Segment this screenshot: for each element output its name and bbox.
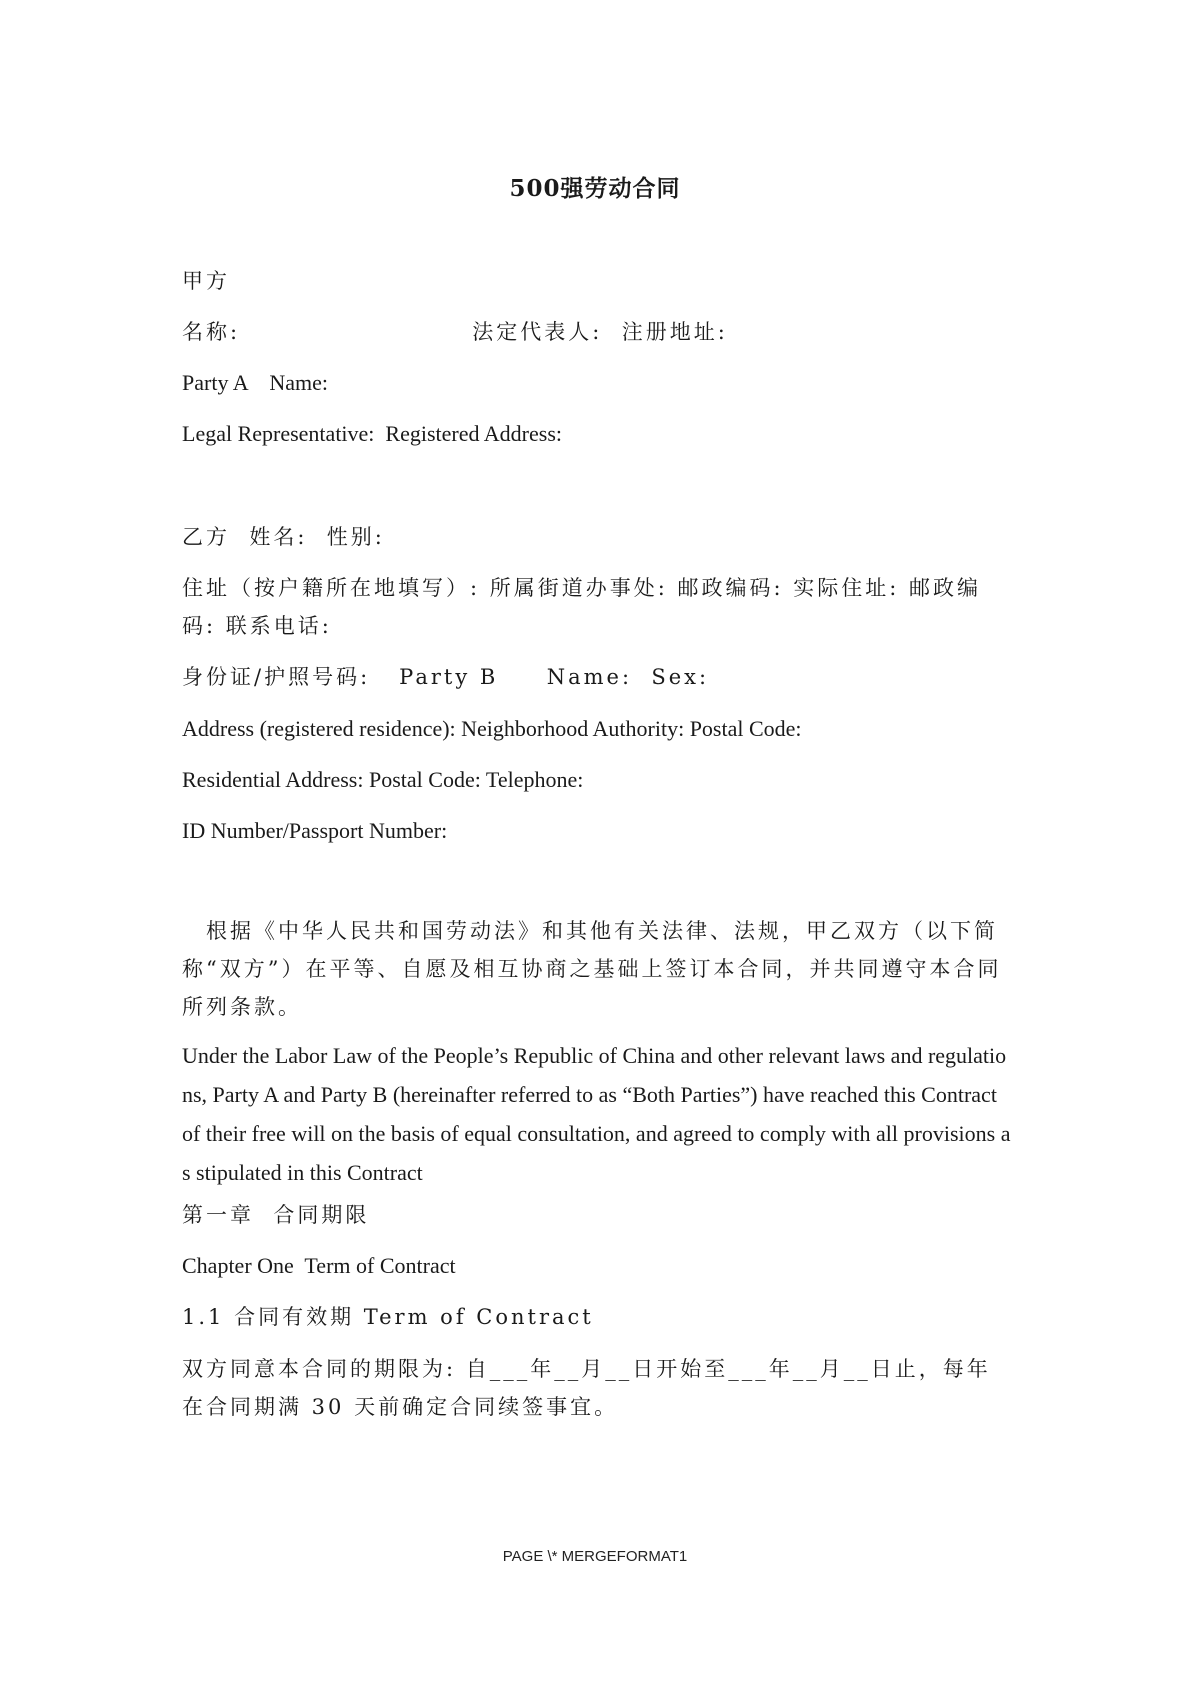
party-b-line2-cn: 住址（按户籍所在地填写）: 所属街道办事处: 邮政编码: 实际住址: 邮政编码: 联系电话: [182, 576, 981, 638]
chapter-one-heading-cn: 第一章 合同期限 [182, 1203, 370, 1227]
party-b-address-en: Address (registered residence): Neighborhood Authority: Postal Code: [182, 716, 802, 741]
party-a-name-en: Party A Name: [182, 370, 329, 395]
party-a-fields-cn: 名称: 法定代表人: 注册地址: [182, 320, 728, 344]
party-a-rep-en: Legal Representative: Registered Address: [182, 421, 562, 446]
preamble-en: Under the Labor Law of the People’s Republic of China and other relevant laws and regulations, Party A and Party B (hereinafter referred to as “Both Parties”) have reached this Contract of their free will on the basis of equal consultation, and agreed to comply with all provisions as stipulated in this Contract [182, 1043, 1011, 1185]
party-b-residential-en: Residential Address: Postal Code: Telephone: [182, 767, 584, 792]
party-b-id-en: ID Number/Passport Number: [182, 818, 448, 843]
page-footer: PAGE \* MERGEFORMAT1 [502, 1548, 688, 1565]
preamble-cn: 根据《中华人民共和国劳动法》和其他有关法律、法规，甲乙双方（以下简称“双方”）在平等、自愿及相互协商之基础上签订本合同，并共同遵守本合同所列条款。 [182, 919, 1002, 1019]
party-a-heading: 甲方 [182, 269, 230, 293]
party-b-line1-cn: 乙方 姓名: 性别: [182, 525, 385, 549]
party-b-line3: 身份证/护照号码: Party B Name: Sex: [182, 665, 710, 689]
contract-term-text: 双方同意本合同的期限为: 自___年__月__日开始至___年__月__日止，每年在合同期满 30 天前确定合同续签事宜。 [182, 1357, 991, 1419]
document-title: 500强劳动合同 [509, 175, 681, 202]
chapter-one-heading-en: Chapter One Term of Contract [182, 1253, 456, 1278]
section-1-1-heading: 1.1 合同有效期 Term of Contract [182, 1305, 594, 1329]
